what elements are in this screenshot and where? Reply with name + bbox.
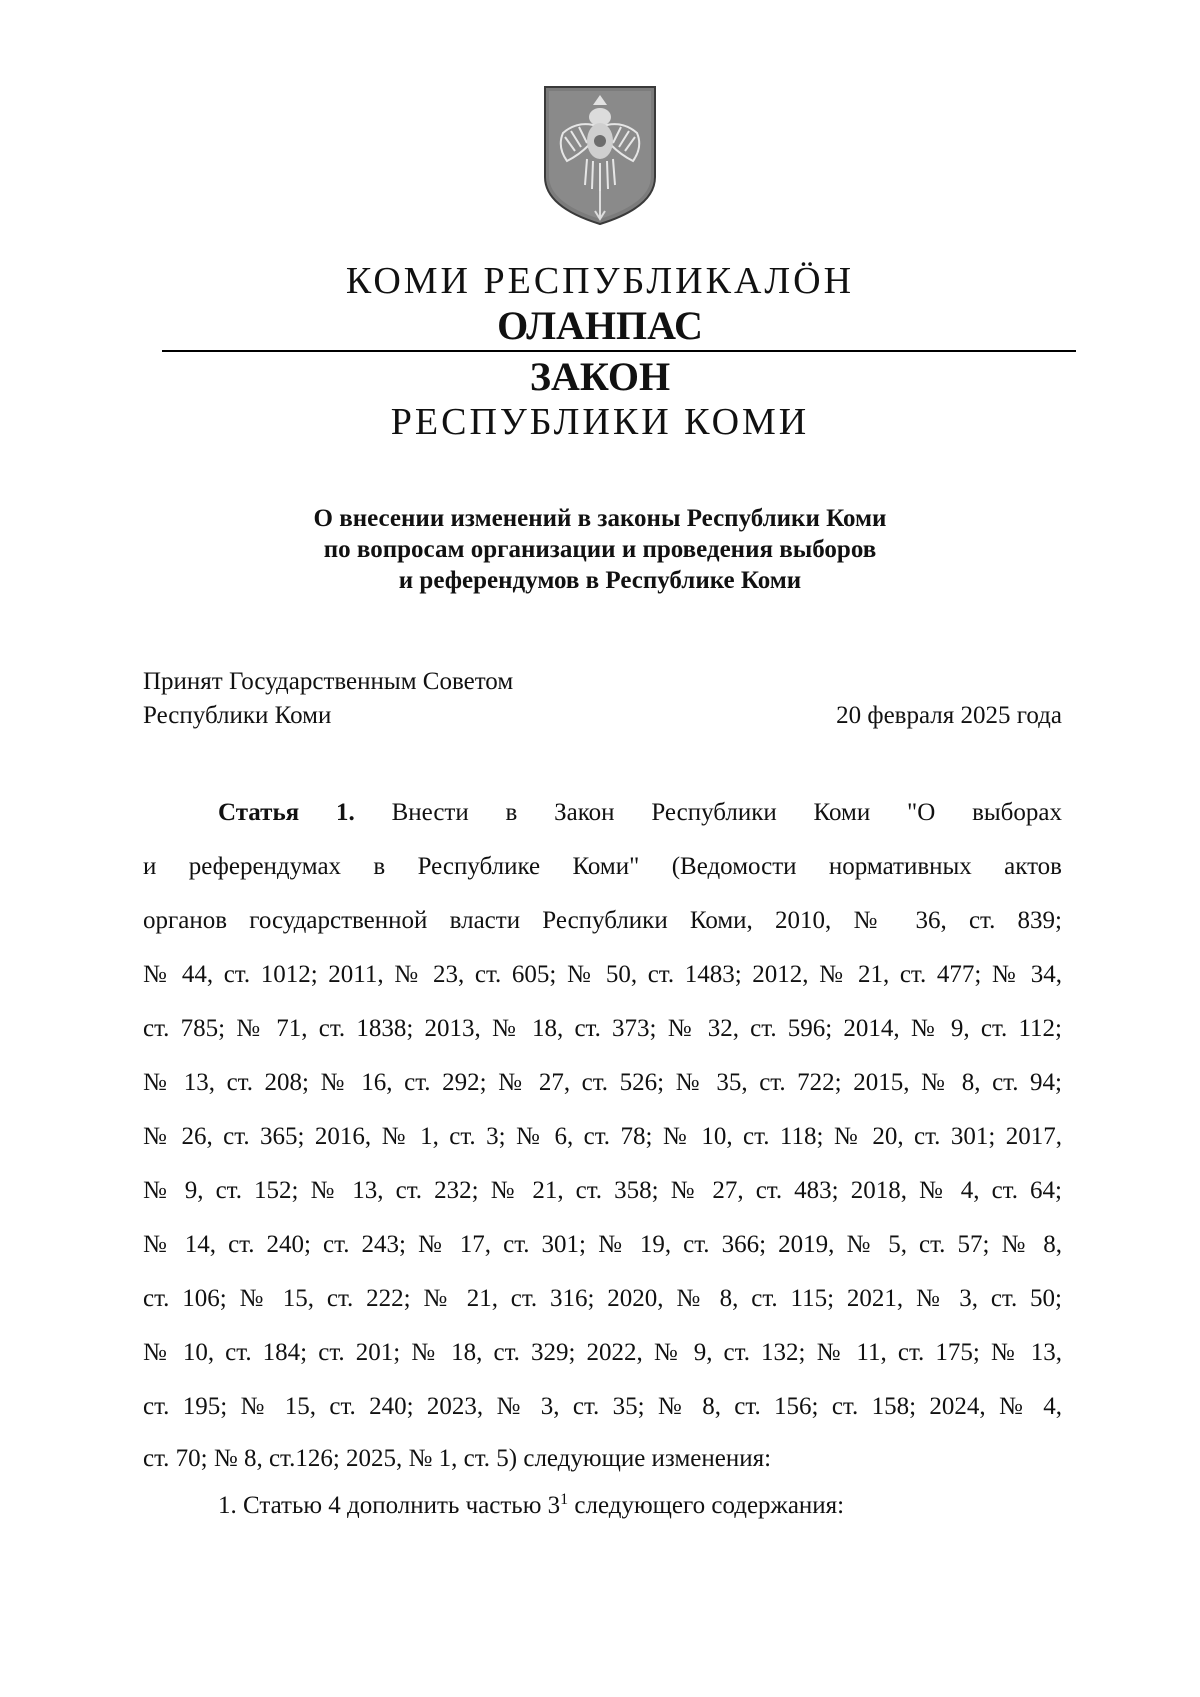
law-title-line: О внесении изменений в законы Республики Коми — [313, 505, 887, 532]
article-line: ст. 106; № 15, ст. 222; № 21, ст. 316; 2020, № 8, ст. 115; 2021, № 3, ст. 50; — [143, 1285, 1062, 1312]
article-line: № 9, ст. 152; № 13, ст. 232; № 21, ст. 358; № 27, ст. 483; 2018, № 4, ст. 64; — [143, 1177, 1062, 1204]
article-line: органов государственной власти Республики Коми, 2010, № 36, ст. 839; — [143, 907, 1062, 934]
article-label: Статья 1. — [218, 799, 355, 826]
header-komi-republic: КОМИ РЕСПУБЛИКАЛӦН — [345, 260, 855, 302]
article-line: № 14, ст. 240; ст. 243; № 17, ст. 301; № 19, ст. 366; 2019, № 5, ст. 57; № 8, — [143, 1231, 1062, 1258]
article-line: № 26, ст. 365; 2016, № 1, ст. 3; № 6, ст. 78; № 10, ст. 118; № 20, ст. 301; 2017, — [143, 1123, 1062, 1150]
header-respubliki-komi: РЕСПУБЛИКИ КОМИ — [390, 401, 810, 443]
article-line: ст. 785; № 71, ст. 1838; 2013, № 18, ст. 373; № 32, ст. 596; 2014, № 9, ст. 112; — [143, 1015, 1062, 1042]
article-line: № 13, ст. 208; № 16, ст. 292; № 27, ст. 526; № 35, ст. 722; 2015, № 8, ст. 94; — [143, 1069, 1062, 1096]
law-title-line: по вопросам организации и проведения выборов — [323, 536, 877, 563]
article-line: № 10, ст. 184; ст. 201; № 18, ст. 329; 2022, № 9, ст. 132; № 11, ст. 175; № 13, — [143, 1339, 1062, 1366]
header-olanpas: ОЛАНПАС — [497, 303, 703, 348]
article-line: № 44, ст. 1012; 2011, № 23, ст. 605; № 50, ст. 1483; 2012, № 21, ст. 477; № 34, — [143, 961, 1062, 988]
article-item-1: 1. Статью 4 дополнить частью $3^1$ следующего содержания: — [218, 1491, 845, 1519]
article-line: ст. 70; № 8, ст.126; 2025, № 1, ст. 5) следующие изменения: — [143, 1445, 772, 1472]
header-divider — [162, 350, 1076, 352]
article-line: ст. 195; № 15, ст. 240; 2023, № 3, ст. 35; № 8, ст. 156; ст. 158; 2024, № 4, — [143, 1393, 1062, 1420]
law-title — [0, 503, 1200, 596]
law-title-line: и референдумов в Республике Коми — [398, 567, 802, 594]
adoption-date: 20 февраля 2025 года — [836, 702, 1062, 729]
adoption-line: Принят Государственным Советом — [143, 668, 514, 695]
header-zakon: ЗАКОН — [529, 354, 671, 399]
article-line: и референдумах в Республике Коми" (Ведомости нормативных актов — [143, 853, 1062, 880]
superscript: 1 — [560, 1491, 569, 1508]
adoption-line: Республики Коми — [143, 702, 332, 729]
komi-coat-of-arms-icon — [543, 85, 657, 226]
adoption-statement — [143, 665, 513, 733]
article-line: Статья 1. Внести в Закон Республики Коми "О выборах — [218, 799, 1062, 826]
